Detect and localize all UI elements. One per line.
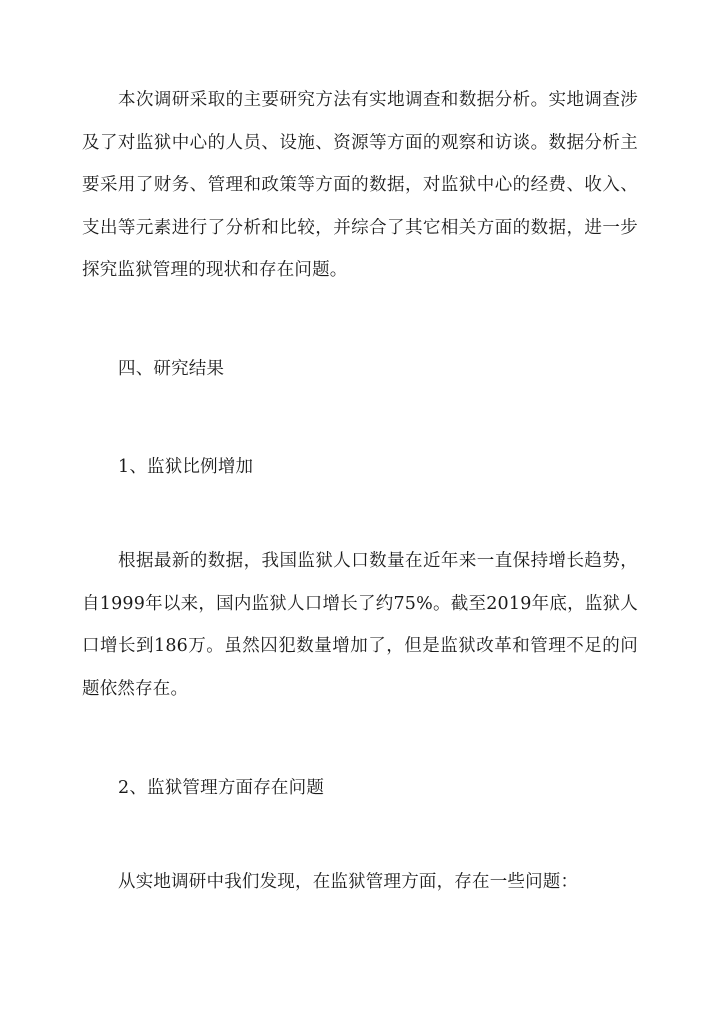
- subheading-management-problems: 2、监狱管理方面存在问题: [118, 778, 325, 798]
- subheading-prison-ratio: 1、监狱比例增加: [118, 457, 254, 477]
- paragraph-research-methods: 本次调研采取的主要研究方法有实地调查和数据分析。实地调查涉及了对监狱中心的人员、设施、资源等方面的观察和访谈。数据分析主要采用了财务、管理和政策等方面的数据，对监狱中心的经费、收入、支出等元素进行了分析和比较，并综合了其它相关方面的数据，进一步探究监狱管理的现状和存在问题。: [82, 90, 638, 280]
- section-heading-results: 四、研究结果: [118, 359, 225, 379]
- paragraph-prison-population: 根据最新的数据，我国监狱人口数量在近年来一直保持增长趋势，自1999年以来，国内监狱人口增长了约75%。截至2019年底，监狱人口增长到186万。虽然囚犯数量增加了，但是监狱改革和管理不足的问题依然存在。: [82, 551, 638, 699]
- paragraph-management-findings: 从实地调研中我们发现，在监狱管理方面，存在一些问题：: [118, 872, 579, 892]
